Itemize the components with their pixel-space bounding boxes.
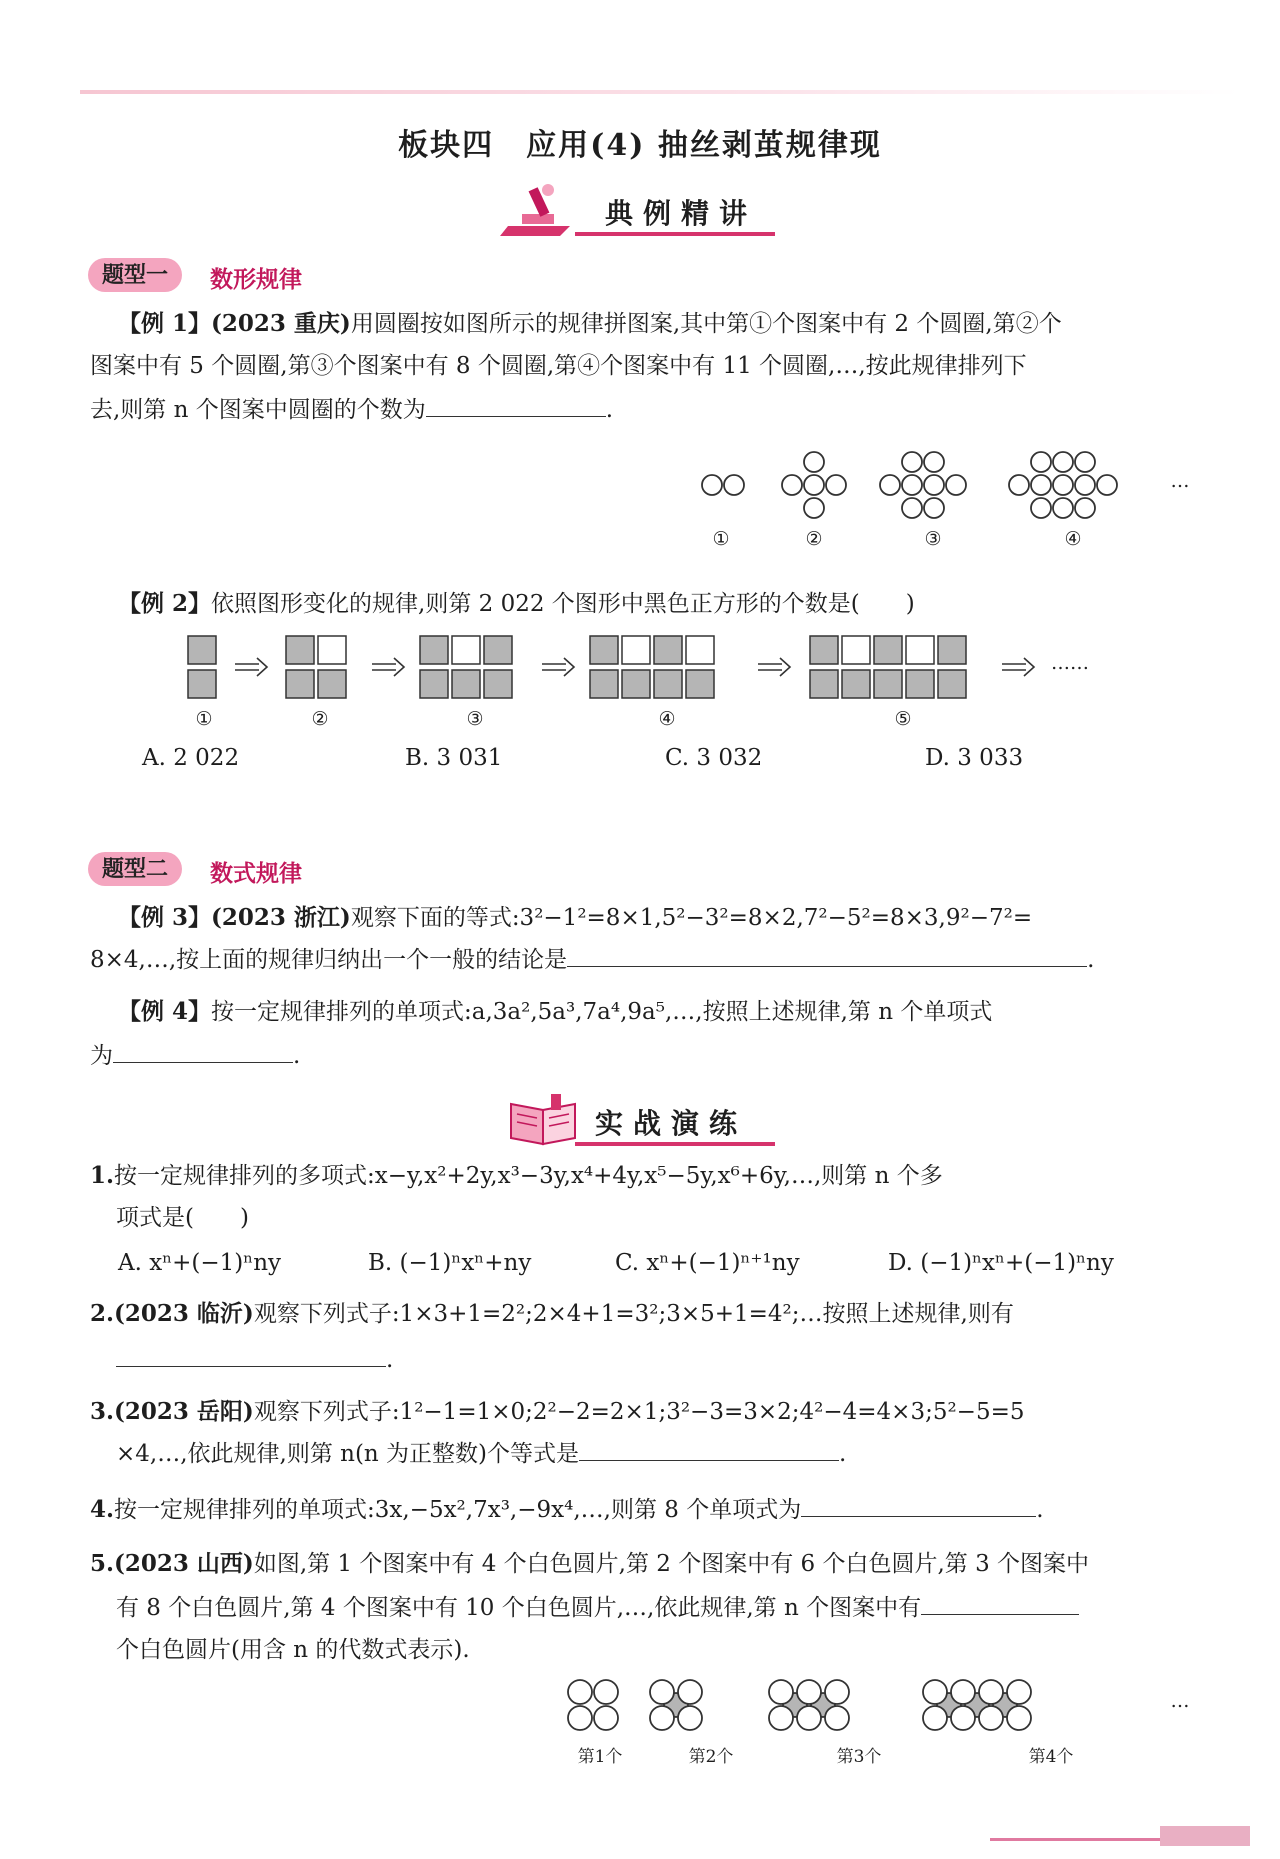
problem-5-figure xyxy=(565,1675,1165,1745)
option-b[interactable]: B. (−1)ⁿxⁿ+ny xyxy=(368,1250,532,1276)
example-4-line-1: 【例 4】按一定规律排列的单项式:a,3a²,5a³,7a⁴,9a⁵,…,按照上述规律,第 n 个单项式 xyxy=(118,998,993,1025)
option-a[interactable]: A. 2 022 xyxy=(142,745,240,771)
circle-pattern-2 xyxy=(782,452,846,518)
section-title-dianli: 典例精讲 xyxy=(605,197,758,230)
type-tag-1: 题型一 xyxy=(88,258,182,292)
option-c[interactable]: C. xⁿ+(−1)ⁿ⁺¹ny xyxy=(615,1250,800,1276)
example-4-line-2: 为 . xyxy=(90,1034,300,1078)
bottom-decoration-block xyxy=(1160,1826,1250,1846)
problem-2-line-2: . xyxy=(116,1338,393,1382)
problem-3-line-1: 3.(2023 岳阳)观察下列式子:1²−1=1×0;2²−2=2×1;3²−3=3×2;4²−4=4×3;5²−5=5 xyxy=(90,1398,1025,1425)
fig-label: ① xyxy=(195,708,213,730)
fig-label: ② xyxy=(805,528,823,550)
fig-label: ④ xyxy=(658,708,676,730)
fig-label: ③ xyxy=(924,528,942,550)
circle-pattern-4 xyxy=(1009,452,1117,518)
answer-blank[interactable] xyxy=(567,940,1087,967)
example-1-line-1: 【例 1】(2023 重庆)用圆圈按如图所示的规律拼图案,其中第①个图案中有 2 个圆圈,第②个 xyxy=(118,310,1062,337)
fig-label: 第3个 xyxy=(836,1747,882,1767)
ellipsis: …… xyxy=(1051,652,1089,674)
example-1-line-3: 去,则第 n 个图案中圆圈的个数为 . xyxy=(90,388,613,432)
type-title-1: 数形规律 xyxy=(210,266,302,293)
fig-label: 第2个 xyxy=(688,1747,734,1767)
book-icon xyxy=(505,1090,585,1150)
answer-blank[interactable] xyxy=(801,1490,1036,1517)
microscope-icon xyxy=(500,180,580,240)
problem-3-line-2: ×4,…,依此规律,则第 n(n 为正整数)个等式是 . xyxy=(116,1432,846,1476)
problem-5-line-3: 个白色圆片(用含 n 的代数式表示). xyxy=(116,1637,470,1663)
answer-blank[interactable] xyxy=(116,1340,386,1367)
answer-blank[interactable] xyxy=(579,1434,839,1461)
problem-2-line-1: 2.(2023 临沂)观察下列式子:1×3+1=2²;2×4+1=3²;3×5+1=4²;…按照上述规律,则有 xyxy=(90,1300,1014,1327)
page-title: 板块四 应用(4) 抽丝剥茧规律现 xyxy=(398,128,882,163)
circle-pattern-3 xyxy=(880,452,966,518)
circle-pattern-1 xyxy=(702,475,744,495)
problem-1-line-1: 1.按一定规律排列的多项式:x−y,x²+2y,x³−3y,x⁴+4y,x⁵−5y,x⁶+6y,…,则第 n 个多 xyxy=(90,1162,943,1189)
example-2-line-1: 【例 2】依照图形变化的规律,则第 2 022 个图形中黑色正方形的个数是( ) xyxy=(118,590,915,617)
section-underline xyxy=(575,232,775,236)
example-3-line-2: 8×4,…,按上面的规律归纳出一个一般的结论是 . xyxy=(90,938,1094,982)
example-2-figure xyxy=(180,630,1120,710)
fig-label: ③ xyxy=(466,708,484,730)
option-b[interactable]: B. 3 031 xyxy=(405,745,503,771)
option-c[interactable]: C. 3 032 xyxy=(665,745,763,771)
section-underline xyxy=(575,1142,775,1146)
type-tag-2: 题型二 xyxy=(88,852,182,886)
problem-4-line-1: 4.按一定规律排列的单项式:3x,−5x²,7x³,−9x⁴,…,则第 8 个单项式为 . xyxy=(90,1488,1044,1532)
type-title-2: 数式规律 xyxy=(210,860,302,887)
problem-5-line-2: 有 8 个白色圆片,第 4 个图案中有 10 个白色圆片,…,依此规律,第 n 个图案中有 xyxy=(116,1586,1079,1630)
ellipsis: … xyxy=(1170,470,1190,492)
answer-blank[interactable] xyxy=(921,1588,1079,1615)
example-1-line-2: 图案中有 5 个圆圈,第③个图案中有 8 个圆圈,第④个图案中有 11 个圆圈,…,按此规律排列下 xyxy=(90,353,1027,379)
fig-label: ② xyxy=(311,708,329,730)
fig-label: ① xyxy=(712,528,730,550)
fig-label: ⑤ xyxy=(894,708,912,730)
answer-blank[interactable] xyxy=(426,390,606,417)
fig-label: ④ xyxy=(1064,528,1082,550)
answer-blank[interactable] xyxy=(113,1036,293,1063)
top-decoration-line xyxy=(80,90,1240,94)
fig-label: 第1个 xyxy=(577,1747,623,1767)
option-a[interactable]: A. xⁿ+(−1)ⁿny xyxy=(118,1250,282,1276)
fig-label: 第4个 xyxy=(1028,1747,1074,1767)
example-3-line-1: 【例 3】(2023 浙江)观察下面的等式:3²−1²=8×1,5²−3²=8×2,7²−5²=8×3,9²−7²= xyxy=(118,904,1033,931)
section-title-shizhan: 实战演练 xyxy=(595,1107,748,1140)
option-d[interactable]: D. (−1)ⁿxⁿ+(−1)ⁿny xyxy=(888,1250,1114,1276)
section-banner-shizhan xyxy=(505,1090,785,1150)
option-d[interactable]: D. 3 033 xyxy=(925,745,1024,771)
section-banner-dianli xyxy=(500,180,780,240)
problem-1-line-2: 项式是( ) xyxy=(116,1205,249,1231)
problem-5-line-1: 5.(2023 山西)如图,第 1 个图案中有 4 个白色圆片,第 2 个图案中有 6 个白色圆片,第 3 个图案中 xyxy=(90,1550,1090,1577)
ellipsis: … xyxy=(1170,1690,1190,1712)
